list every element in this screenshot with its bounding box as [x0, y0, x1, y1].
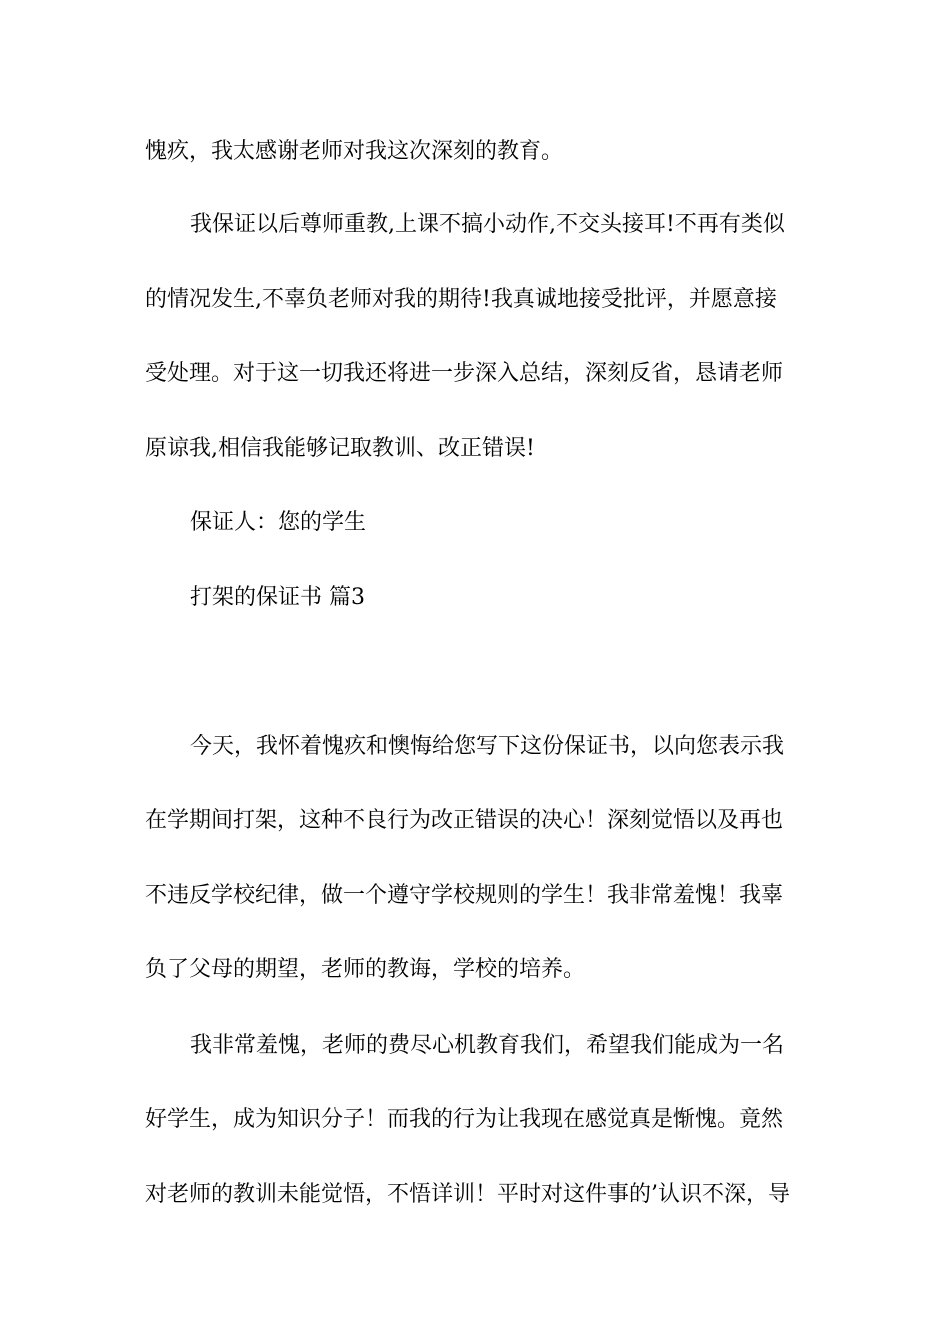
text-line: 不违反学校纪律，做一个遵守学校规则的学生！我非常羞愧！我辜 — [145, 883, 784, 908]
paragraph-start-line: 今天，我怀着愧疚和懊悔给您写下这份保证书，以向您表示我 — [190, 734, 785, 759]
text-line: 的情况发生,不辜负老师对我的期待!我真诚地接受批评，并愿意接 — [145, 287, 777, 312]
signature-line: 保证人：您的学生 — [190, 510, 367, 535]
section-heading: 打架的保证书 篇3 — [190, 585, 365, 610]
text-line: 对老师的教训未能觉悟，不悟详训！平时对这件事的’认识不深，导 — [145, 1182, 790, 1207]
text-line: 在学期间打架，这种不良行为改正错误的决心！深刻觉悟以及再也 — [145, 808, 784, 833]
paragraph-start-line: 我保证以后尊师重教,上课不搞小动作,不交头接耳!不再有类似 — [190, 212, 785, 237]
text-line: 原谅我,相信我能够记取教训、改正错误! — [145, 436, 535, 461]
text-line: 愧疚，我太感谢老师对我这次深刻的教育。 — [145, 139, 564, 164]
text-line: 受处理。对于这一切我还将进一步深入总结，深刻反省，恳请老师 — [145, 361, 784, 386]
paragraph-start-line: 我非常羞愧，老师的费尽心机教育我们，希望我们能成为一名 — [190, 1033, 785, 1058]
text-line: 好学生，成为知识分子！而我的行为让我现在感觉真是惭愧。竟然 — [145, 1107, 784, 1132]
text-line: 负了父母的期望，老师的教诲，学校的培养。 — [145, 957, 586, 982]
